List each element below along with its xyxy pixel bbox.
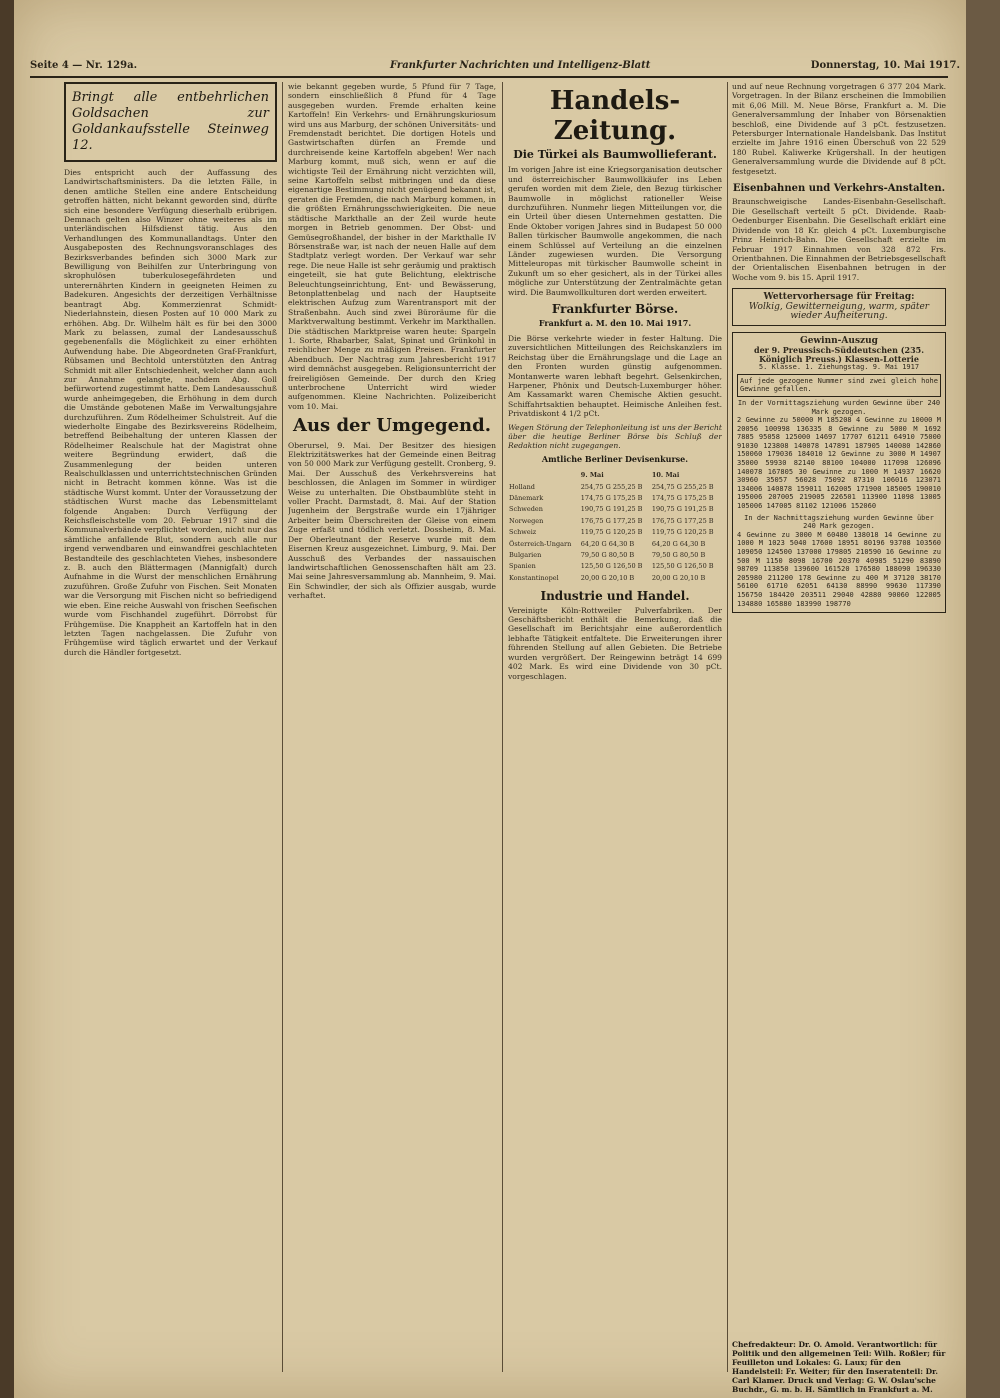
page-header: [30, 60, 960, 76]
lottery-subtitle: der 9. Preussisch-Süddeutschen (235. Königlich Preuss.) Klassen-Lotterie: [753, 344, 925, 364]
cell: 174,75 G 175,25 B: [580, 494, 643, 502]
cell: Dänemark: [509, 494, 544, 502]
boerse-title: Frankfurter Börse.: [551, 302, 679, 317]
weather-box: [732, 288, 946, 326]
imprint: Chefredakteur: Dr. O. Amold. Verantwortlich: für Politik und den allgemeinen Teil: Wilh. Roßler; für Feuilleton und Lokales: G. Laux; für den Handelsteil: Fr. Weiter; für den Inseratenteil: Dr. Carl Klamer. Druck und Verlag: G. W. Oslau'sche Buchdr., G. m. b. H. Sämtlich in Frankfurt a. M.: [732, 1340, 946, 1394]
cell: Österreich-Ungarn: [509, 539, 572, 548]
column-1: [64, 82, 277, 1372]
table-row: [508, 493, 722, 504]
article-body: Im vorigen Jahre ist eine Kriegsorganisation deutscher und österreichischer Baumwollkäufer ins Leben gerufen worden mit dem Ziele, den Bezug türkischer Baumwolle in möglichst rationeller Weise durchzuführen. Nunmehr liegen Mitteilungen vor, die ein Urteil über diesen Unternehmen gestatten. Die Ende Oktober vorigen Jahres sind in Budapest 50 000 Ballen türkischer Baumwolle angekommen, die nach einem Schlüssel auf Verteilung an die einzelnen Länder zugewiesen wurden. Die Versorgung Mitteleuropas mit türkischer Baumwolle scheint in Zukunft um so eher gesichert, als in der Türkei alles mögliche zur Unterstützung der Zentralmächte getan wird. Die Baumwollkulturen dort werden erweitert.: [508, 165, 722, 297]
eisenbahn-title: Eisenbahnen und Verkehrs-Anstalten.: [732, 183, 946, 195]
cell: 174,75 G 175,25 B: [651, 494, 714, 502]
cell: Bulgarien: [509, 551, 542, 560]
devisen-header: [508, 470, 580, 481]
cell: Konstantinopel: [509, 573, 559, 582]
cell: Spanien: [509, 562, 536, 571]
lottery-title: Gewinn-Auszug: [800, 336, 878, 347]
devisen-header: 9. Mai: [580, 471, 604, 480]
industrie-body: Vereinigte Köln-Rottweiler Pulverfabriken. Der Geschäftsbericht enthält die Bemerkung, daß die Gesellschaft im Berichtsjahr eine außerordentlich lebhafte Tätigkeit entfaltete. Die Erweiterungen ihrer führenden Stellung auf allen Gebieten. Die Betriebe wurden vergrößert. Der Reingewinn beträgt 14 699 402 Mark. Es wird eine Dividende von 30 pCt. vorgeschlagen.: [508, 605, 722, 681]
cell: 64,20 G 64,30 B: [651, 539, 706, 548]
cell: 190,75 G 191,25 B: [651, 505, 714, 514]
cell: 64,20 G 64,30 B: [580, 539, 635, 548]
cell: 125,50 G 126,50 B: [651, 562, 714, 571]
cell: 125,50 G 126,50 B: [580, 562, 643, 571]
header-rule: [30, 76, 948, 78]
regional-news: Oberursel, 9. Mai. Der Besitzer des hiesigen Elektrizitätswerkes hat der Gemeinde einen Beitrag von 50 000 Mark zur Verfügung gestellt. Cronberg, 9. Mai. Der Ausschuß des Verkehrsvereins hat beschlossen, die Anlagen im Sommer in würdiger Weise zu unterhalten. Die Obstbaumblüte steht in voller Pracht. Darmstadt, 8. Mai. Auf der Station Jugenheim der Bergstraße wurde ein 17jähriger Arbeiter beim Überschreiten der Gleise von einem Zuge erfaßt und tödlich verletzt. Dossheim, 8. Mai. Der Oberleutnant der Reserve wurde mit dem Eisernen Kreuz ausgezeichnet. Limburg, 9. Mai. Der Ausschuß des Verbandes der nassauischen landwirtschaftlichen Genossenschaften hält am 23. Mai seine Jahresversammlung ab. Mannheim, 9. Mai. Ein Schwindler, der sich als Offizier ausgab, wurde verhaftet.: [288, 440, 496, 601]
lottery-afternoon: In der Nachmittagsziehung wurden Gewinne über 240 Mark gezogen.: [744, 513, 934, 531]
article-body: wie bekannt gegeben wurde, 5 Pfund für 7 Tage, sondern einschließlich 8 Pfund für 4 Tage ausgegeben wurden. Fremde erhalten keine Kartoffeln! Ein Verkehrs- und Ernährungskuriosum wird uns aus Marburg, der schönen Universitäts- und Fremdenstadt berichtet. Die dortigen Hotels und Gastwirtschaften dürfen an Fremde und durchreisende keine Kartoffeln abgeben! Wer nach Marburg kommt, muß sich, wenn er auf die wichtigste Teil der Ernährung nicht verzichten will, seine Kartoffeln selbst mitbringen und da diese eigenartige Bestimmung nicht genügend bekannt ist, geraten die Fremden, die nach Marburg kommen, in die größten Ernährungsschwierigkeiten. Die neue städtische Markthalle an der Zeil wurde heute morgen in Betrieb genommen. Der Obst- und Gemüsegroßhandel, der bisher in der Markthalle IV Börsenstraße war, ist nach der neuen Halle auf dem Stadtplatz verlegt worden. Der Verkauf war sehr rege. Die neue Halle ist sehr geräumig und praktisch eingeteilt, sie hat gute Belichtung, elektrische Beleuchtungseinrichtung, Ent- und Bewässerung, Betonplattenbelag und nach der Hauptseite elektrischen Aufzug zum Warentransport mit der Straßenbahn. Auch sind zwei Büroräume für die Marktverwaltung bestimmt. Verkehr im Markthallen. Die städtischen Marktpreise waren heute: Spargeln 1. Sorte, Rhabarber, Salat, Spinat und Grünkohl in reichlicher Menge zu mäßigen Preisen. Frankfurter Abendbuch. Der Nachtrag zum Jahresbericht 1917 wird demnächst ausgegeben. Religionsunterricht der freireligiösen Gemeinde. Der durch den Krieg unterbrochene Unterricht wird wieder aufgenommen. Kleine Nachrichten. Polizeibericht vom 10. Mai.: [288, 82, 496, 411]
industrie-title: Industrie und Handel.: [540, 589, 690, 604]
masthead: Frankfurter Nachrichten und Intelligenz-Blatt: [390, 60, 651, 71]
cell: 79,50 G 80,50 B: [580, 551, 635, 560]
telephone-note: Wegen Störung der Telephonleitung ist uns der Bericht über die heutige Berliner Börse bis Schluß der Redaktion nicht zugegangen.: [508, 422, 722, 451]
section-title-handels-zeitung: Handels-Zeitung.: [549, 86, 681, 146]
cell: 176,75 G 177,25 B: [580, 516, 643, 525]
column-4: [732, 82, 946, 1332]
lottery-class: 5. Klasse. 1. Ziehungstag. 9. Mai 1917: [758, 363, 920, 372]
boerse-report: Die Börse verkehrte wieder in fester Haltung. Die zuversichtlichen Mitteilungen des Reichskanzlers im Reichstag über die Ernährungslage und die Lage an den Fronten wurden günstig aufgenommen. Montanwerte waren lebhaft begehrt. Gelsenkirchen, Harpener, Phönix und Deutsch-Luxemburger höher. Am Kassamarkt waren Chemische Aktien gesucht. Schiffahrtsaktien behauptet. Heimische Anleihen fest. Privatdiskont 4 1/2 pCt.: [508, 333, 722, 419]
cell: Schweden: [509, 505, 543, 514]
boerse-date: Frankfurt a. M. den 10. Mai 1917.: [538, 317, 692, 328]
cell: 79,50 G 80,50 B: [651, 551, 706, 560]
issue-date: Donnerstag, 10. Mai 1917.: [810, 60, 960, 71]
article-body: Dies entspricht auch der Auffassung des Landwirtschaftsministers. Da die letzten Fälle, in denen amtliche Stellen eine andere Entscheidung getroffen hätten, nicht bekannt geworden sind, dürfte sich eine besondere Verfügung dieserhalb erübrigen. Demnach gelten also Winzer ohne weiteres als im unterländischen Hilfsdienst tätig. Aus den Verhandlungen des Kommunallandtags. Unter den Ausgabeposten des Rechnungsvoranschlages des Bezirksverbandes befinden sich 3000 Mark zur Bewilligung von Beihilfen zur Unterbringung von skrophulösen tuberkulosegefährdeten und unterernährten Kindern in geeigneten Heimen zu Badekuren. Angesichts der derzeitigen Verhältnisse beantragt Abg. Kommerzienrat Schmidt-Niederlahnstein, diesen Posten auf 10 000 Mark zu erhöhen. Abg. Dr. Wilhelm hält es für bei den 3000 Mark zu belassen, zumal der Landesausschuß gegebenenfalls die Möglichkeit zu einer erhöhten Aufwendung habe. Die Abgeordneten Graf-Frankfurt, Rübsamen und Bechtold unterstützten den Antrag Schmidt mit aller Entschiedenheit, welcher dann auch zur Annahme gelangte, nachdem Abg. Goll befürwortend zugestimmt hatte. Dem Landesausschuß wurde anheimgegeben, die Erhöhung in dem durch die Umstände gebotenen Maße im Verwaltungsjahre durchzuführen. Zum Rödelheimer Schulstreit. Auf die wiederholte Eingabe des Bezirksvereins Rödelheim, betreffend Beibehaltung der unteren Klassen der Rödelheimer Realschule hat der Magistrat ohne weitere Begründung erwidert, daß die Zusammenlegung der beiden unteren Realschulklassen und unterrichtstechnischen Gründen nicht in Betracht kommen könne. Was ist die städtische Wurst kommt. Unter der Voraussetzung der städtischen Wurst mache das Lebensmittelamt folgende Angaben: Durch Verfügung der Reichsfleischstelle vom 20. Februar 1917 sind die Kommunalverbände verpflichtet worden, nicht nur das sämtliche anfallende Blut, sondern auch alle nur irgend verwendbaren und einwandfrei geschlachteten Bestandteile des geschlachteten Viehes, insbesondere z. B. auch den Blättermagen (Mannigfalt) durch Aufnahme in die Wurst der menschlichen Ernährung zuzuführen. Große Zufuhr von Fischen. Seit Monaten war die Versorgung mit Fischen nicht so befriedigend wie eben. Eine reiche Auswahl von frischen Seefischen wurde vom Fischhandel zugeführt. Dörrobst für Frühgemüse. Die Knappheit an Kartoffeln hat in den letzten Tagen nachgelassen. Die Zufuhr von Frühgemüse wird täglich erwartet und der Verkauf durch die Händler fortgesetzt.: [64, 168, 277, 657]
cell: 190,75 G 191,25 B: [580, 505, 643, 514]
gold-advertisement: Bringt alle entbehrlichen Goldsachen zur Goldankaufsstelle Steinweg 12.: [64, 82, 277, 162]
column-divider: [282, 82, 283, 1372]
article-headline: Die Türkei als Baumwollieferant.: [513, 148, 717, 161]
cell: 119,75 G 120,25 B: [580, 528, 643, 537]
cell: Norwegen: [509, 516, 544, 525]
table-row: [508, 561, 722, 572]
cell: Schweiz: [509, 528, 537, 537]
column-2: [288, 82, 496, 1372]
column-divider: [727, 82, 728, 1372]
table-row: [508, 482, 722, 493]
eisenbahn-body: Braunschweigische Landes-Eisenbahn-Gesellschaft. Die Gesellschaft verteilt 5 pCt. Dividende. Raab-Oedenburger Eisenbahn. Die Gesellschaft erklärt eine Dividende von 18 Kr. gleich 4 pCt. Luxemburgische Prinz Heinrich-Bahn. Die Gesellschaft erzielte im Februar 1917 Einnahmen von 328 872 Frs. Orientbahnen. Die Einnahmen der Betriebsgesellschaft der Orientalischen Eisenbahnen betrugen in der Woche vom 9. bis 15. April 1917.: [732, 197, 946, 282]
table-row: [508, 573, 722, 584]
weather-title: Wettervorhersage für Freitag:: [763, 292, 915, 303]
lottery-morning: In der Vormittagsziehung wurden Gewinne über 240 Mark gezogen.: [737, 398, 941, 416]
devisen-title: Amtliche Berliner Devisenkurse.: [541, 453, 689, 464]
cell: Holland: [509, 482, 535, 491]
page-number: Seite 4 — Nr. 129a.: [30, 60, 138, 71]
cell: 20,00 G 20,10 B: [580, 573, 635, 582]
weather-text: Wolkig, Gewitterneigung, warm, später wieder Aufheiterung.: [748, 301, 930, 321]
cell: 254,75 G 255,25 B: [651, 482, 714, 491]
cell: 176,75 G 177,25 B: [651, 516, 714, 525]
lottery-numbers: 2 Gewinne zu 50000 M 185208 4 Gewinne zu 10000 M 20056 100998 136335 8 Gewinne zu 5000 M 1692 7885 95058 125000 14697 17707 61211 64910 75000 91030 123808 140078 147891 187905 140080 142860 150060 179036 184010 12 Gewinne zu 3000 M 14907 35000 59930 82140 88100 104000 117098 126096 140078 167805 30 Gewinne zu 1000 M 14937 16620 30960 35057 56028 75092 87310 106016 123071 134006 140878 159011 162005 171900 185005 190010 195006 207005 219005 226501 113900 11098 13005 105006 147005 81102 121006 152060: [737, 416, 941, 511]
lottery-note: Auf jede gezogene Nummer sind zwei gleich hohe Gewinne gefallen.: [737, 374, 941, 397]
cell: 20,00 G 20,10 B: [651, 573, 706, 582]
table-row: [508, 539, 722, 550]
lottery-numbers-2: 4 Gewinne zu 3000 M 60480 138018 14 Gewinne zu 1000 M 1023 5040 17600 18951 80196 93708 103560 109050 124500 137000 179805 210590 16 Gewinne zu 500 M 1150 8098 16700 20370 40985 51290 83890 98709 113850 139600 161520 176580 188090 196330 205980 211200 178 Gewinne zu 400 M 37120 38170 56100 61710 62051 64130 88990 99630 117390 156750 184420 203511 29040 42880 90060 122005 134880 165880 183990 198770: [737, 530, 941, 608]
table-row: [508, 527, 722, 538]
devisen-table: [508, 470, 722, 584]
article-body: und auf neue Rechnung vorgetragen 6 377 204 Mark. Vorgetragen. In der Bilanz erscheinen die Immobilien mit 6,06 Mill. M. Neue Börse, Frankfurt a. M. Die Generalversammlung der Inhaber von Börsenaktien beschloß, eine Dividende auf 3 pCt. festzusetzen. Petersburger Internationale Handelsbank. Das Institut erzielte im Jahre 1916 einen Überschuß von 22 529 180 Rubel. Kaliwerke Krügershall. In der heutigen Generalversammlung wurde die Dividende auf 8 pCt. festgesetzt.: [732, 82, 946, 176]
section-title-umgegend: Aus der Umgegend.: [293, 415, 491, 437]
column-divider: [502, 82, 503, 1372]
table-row: [508, 504, 722, 515]
adjacent-page-edge: [966, 0, 1000, 1398]
table-row: [508, 516, 722, 527]
table-row: [508, 550, 722, 561]
devisen-header: 10. Mai: [651, 471, 680, 480]
cell: 119,75 G 120,25 B: [651, 528, 714, 537]
lottery-results: [732, 332, 946, 613]
column-3: [508, 82, 722, 1372]
cell: 254,75 G 255,25 B: [580, 482, 643, 491]
